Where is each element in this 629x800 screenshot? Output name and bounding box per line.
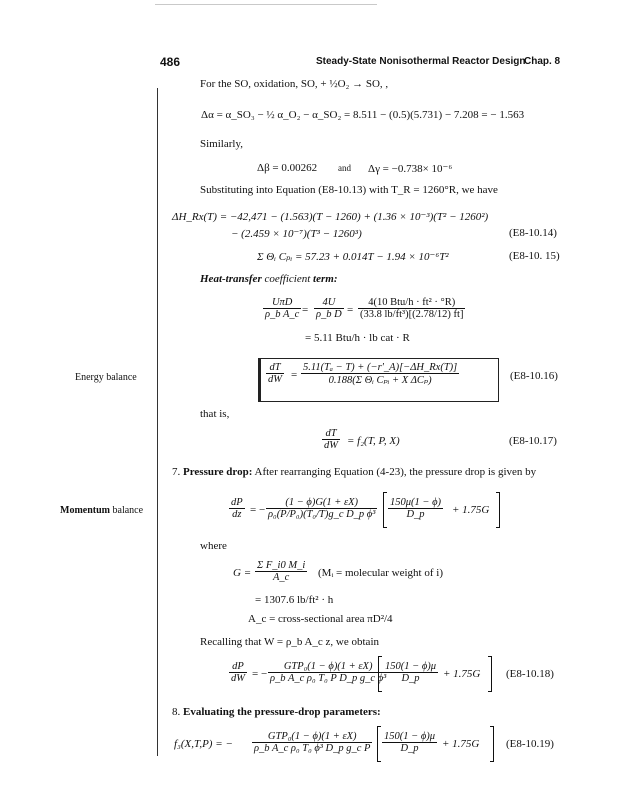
delta-beta-equation: Δβ = 0.00262: [257, 162, 318, 174]
g-value: = 1307.6 lb/ft² · h: [255, 594, 334, 606]
ht-f3-den: (33.8 lb/ft³)[(2.78/12) ft]: [360, 309, 464, 320]
e16-rhs: [301, 362, 459, 386]
sidebar-momentum-bold: Momentum: [60, 505, 110, 516]
e18-f2-den: D_p: [401, 673, 420, 684]
ht-equals-1: =: [302, 304, 309, 316]
e19-f1-num: GTP₀(1 − ϕ)(1 + εX): [252, 731, 372, 743]
pd-f1-num: (1 − ϕ)G(1 + εX): [266, 497, 377, 509]
item-7-number: 7.: [172, 466, 181, 478]
e19-f2-den: D_p: [400, 743, 419, 754]
item-8-line: [172, 706, 381, 718]
page-number: 486: [160, 55, 181, 69]
item-8-heading: Evaluating the pressure-drop parameters:: [183, 706, 381, 718]
e18-tail: + 1.75G: [443, 668, 481, 680]
heat-heading-end: term:: [310, 273, 338, 285]
equation-number-19: (E8-10.19): [506, 738, 554, 750]
e18-f1-den: ρ_b A_c ρ₀ T₀ P D_p g_c ϕ³: [270, 673, 387, 684]
substituting-text: Substituting into Equation (E8-10.13) with T_R = 1260°R, we have: [200, 184, 498, 196]
equation-number-17: (E8-10.17): [509, 435, 557, 447]
ht-fraction-3: [358, 297, 465, 320]
that-is-text: that is,: [200, 408, 230, 420]
running-title: Steady-State Nonisothermal Reactor Design: [316, 56, 526, 67]
e19-f2-num: 150(1 − ϕ)μ: [384, 731, 436, 742]
ht-f2-num: 4U: [314, 297, 344, 309]
e18-lhs-den: dW: [231, 673, 245, 684]
ht-f3-num: 4(10 Btu/h · ft² · °R): [358, 297, 465, 309]
margin-rule: [157, 88, 158, 756]
e16-equals: =: [291, 369, 298, 381]
e18-lhs: [229, 661, 247, 684]
item-8-number: 8.: [172, 706, 181, 718]
e18-left-bracket: [378, 656, 382, 692]
g-num: Σ F_i0 M_i: [257, 560, 306, 571]
recalling-text: Recalling that W = ρ_b A_c z, we obtain: [200, 636, 379, 648]
ac-definition: A_c = cross-sectional area πD²/4: [248, 613, 393, 625]
e19-tail: + 1.75G: [442, 738, 480, 750]
pd-equals: = −: [250, 504, 266, 516]
pd-tail: + 1.75G: [452, 504, 490, 516]
similarly-text: Similarly,: [200, 138, 243, 150]
delta-h-rx-line-2: − (2.459 × 10⁻⁷)(T³ − 1260³): [231, 228, 362, 240]
e16-lhs-num: dT: [266, 362, 284, 374]
e18-right-bracket: [488, 656, 492, 692]
e17-lhs: [322, 428, 340, 451]
pd-left-bracket: [383, 492, 387, 528]
g-note: (Mᵢ = molecular weight of i): [318, 567, 443, 579]
intro-line: For the SO, oxidation, SO, + ½O₂ → SO, ,: [200, 78, 389, 90]
ht-result: = 5.11 Btu/h · lb cat · R: [305, 332, 410, 344]
e18-f2-num: 150(1 − ϕ)μ: [385, 661, 437, 672]
top-rule: [155, 4, 377, 5]
item-7-heading: Pressure drop:: [183, 466, 253, 478]
pd-f1-den: ρ₀(P/P₀)(T₀/T)g_c D_p ϕ³: [268, 509, 376, 520]
e16-den: 0.188(Σ Θᵢ Cₚᵢ + X ΔCₚ): [328, 375, 432, 386]
delta-h-rx-line-1: ΔH_Rx(T) = −42,471 − (1.563)(T − 1260) + (1.36 × 10⁻³)(T² − 1260²): [172, 211, 489, 223]
g-lhs: G =: [233, 567, 252, 579]
chapter-label: Chap. 8: [524, 56, 561, 67]
equation-number-16: (E8-10.16): [510, 370, 558, 382]
pd-lhs-num: dP: [231, 497, 243, 508]
item-7-text: After rearranging Equation (4-23), the pressure drop is given by: [252, 466, 537, 478]
ht-f2-den: ρ_b D: [316, 309, 342, 320]
e18-lhs-num: dP: [229, 661, 247, 673]
equation-number-18: (E8-10.18): [506, 668, 554, 680]
e16-lhs-den: dW: [268, 374, 282, 385]
e16-num: 5.11(Tₐ − T) + (−r'_A)[−ΔH_Rx(T)]: [303, 362, 458, 373]
ht-fraction-1: [263, 297, 301, 320]
e19-left-bracket: [377, 726, 381, 762]
e18-equals: = −: [252, 668, 268, 680]
equation-number-15: (E8-10. 15): [509, 250, 560, 262]
e19-fraction-2: [382, 731, 437, 754]
g-fraction: [255, 560, 307, 583]
sidebar-momentum-balance: [60, 505, 143, 516]
pd-fraction-1: [266, 497, 377, 520]
ht-f1-den: ρ_b A_c: [265, 309, 300, 320]
pd-f2-num: 150μ(1 − ϕ): [390, 497, 442, 508]
pd-lhs-den: dz: [232, 509, 242, 520]
pd-f2-den: D_p: [406, 509, 425, 520]
delta-alpha-equation: Δα = α_SO₃ − ½ α_O₂ − α_SO₂ = 8.511 − (0.5)(5.731) − 7.208 = − 1.563: [201, 109, 525, 121]
item-7-line: [172, 466, 536, 478]
heat-heading-bold: Heat-transfer: [200, 273, 262, 285]
e18-f1-num: GTP₀(1 − ϕ)(1 + εX): [268, 661, 388, 673]
g-den: A_c: [272, 572, 290, 583]
pd-right-bracket: [496, 492, 500, 528]
e19-fraction-1: [252, 731, 372, 754]
ht-fraction-2: [314, 297, 344, 320]
sum-theta-cp-equation: Σ Θᵢ Cₚᵢ = 57.23 + 0.014T − 1.94 × 10⁻⁶T²: [257, 251, 449, 263]
pd-fraction-2: [388, 497, 443, 520]
ht-f1-num: UπD: [263, 297, 301, 309]
e17-rhs: = f₂(T, P, X): [347, 435, 400, 447]
sidebar-momentum-rest: balance: [110, 505, 144, 516]
e19-lhs: f₃(X,T,P) = −: [174, 738, 233, 750]
ht-equals-2: =: [347, 304, 354, 316]
e17-den: dW: [324, 440, 338, 451]
e18-fraction-2: [383, 661, 438, 684]
e17-num: dT: [322, 428, 340, 440]
e16-lhs: [266, 362, 284, 385]
heat-heading-italic: coefficient: [261, 273, 311, 285]
e19-f1-den: ρ_b A_c ρ₀ T₀ ϕ³ D_p g_c P: [254, 743, 371, 754]
e18-fraction-1: [268, 661, 388, 684]
sidebar-energy-balance: Energy balance: [75, 372, 137, 383]
equation-number-14: (E8-10.14): [509, 227, 557, 239]
delta-gamma-equation: Δγ = −0.738× 10⁻⁶: [368, 163, 453, 175]
where-text: where: [200, 540, 227, 552]
e19-right-bracket: [490, 726, 494, 762]
and-word: and: [338, 163, 351, 173]
heat-transfer-heading: [200, 273, 338, 285]
pd-lhs: [229, 497, 245, 520]
